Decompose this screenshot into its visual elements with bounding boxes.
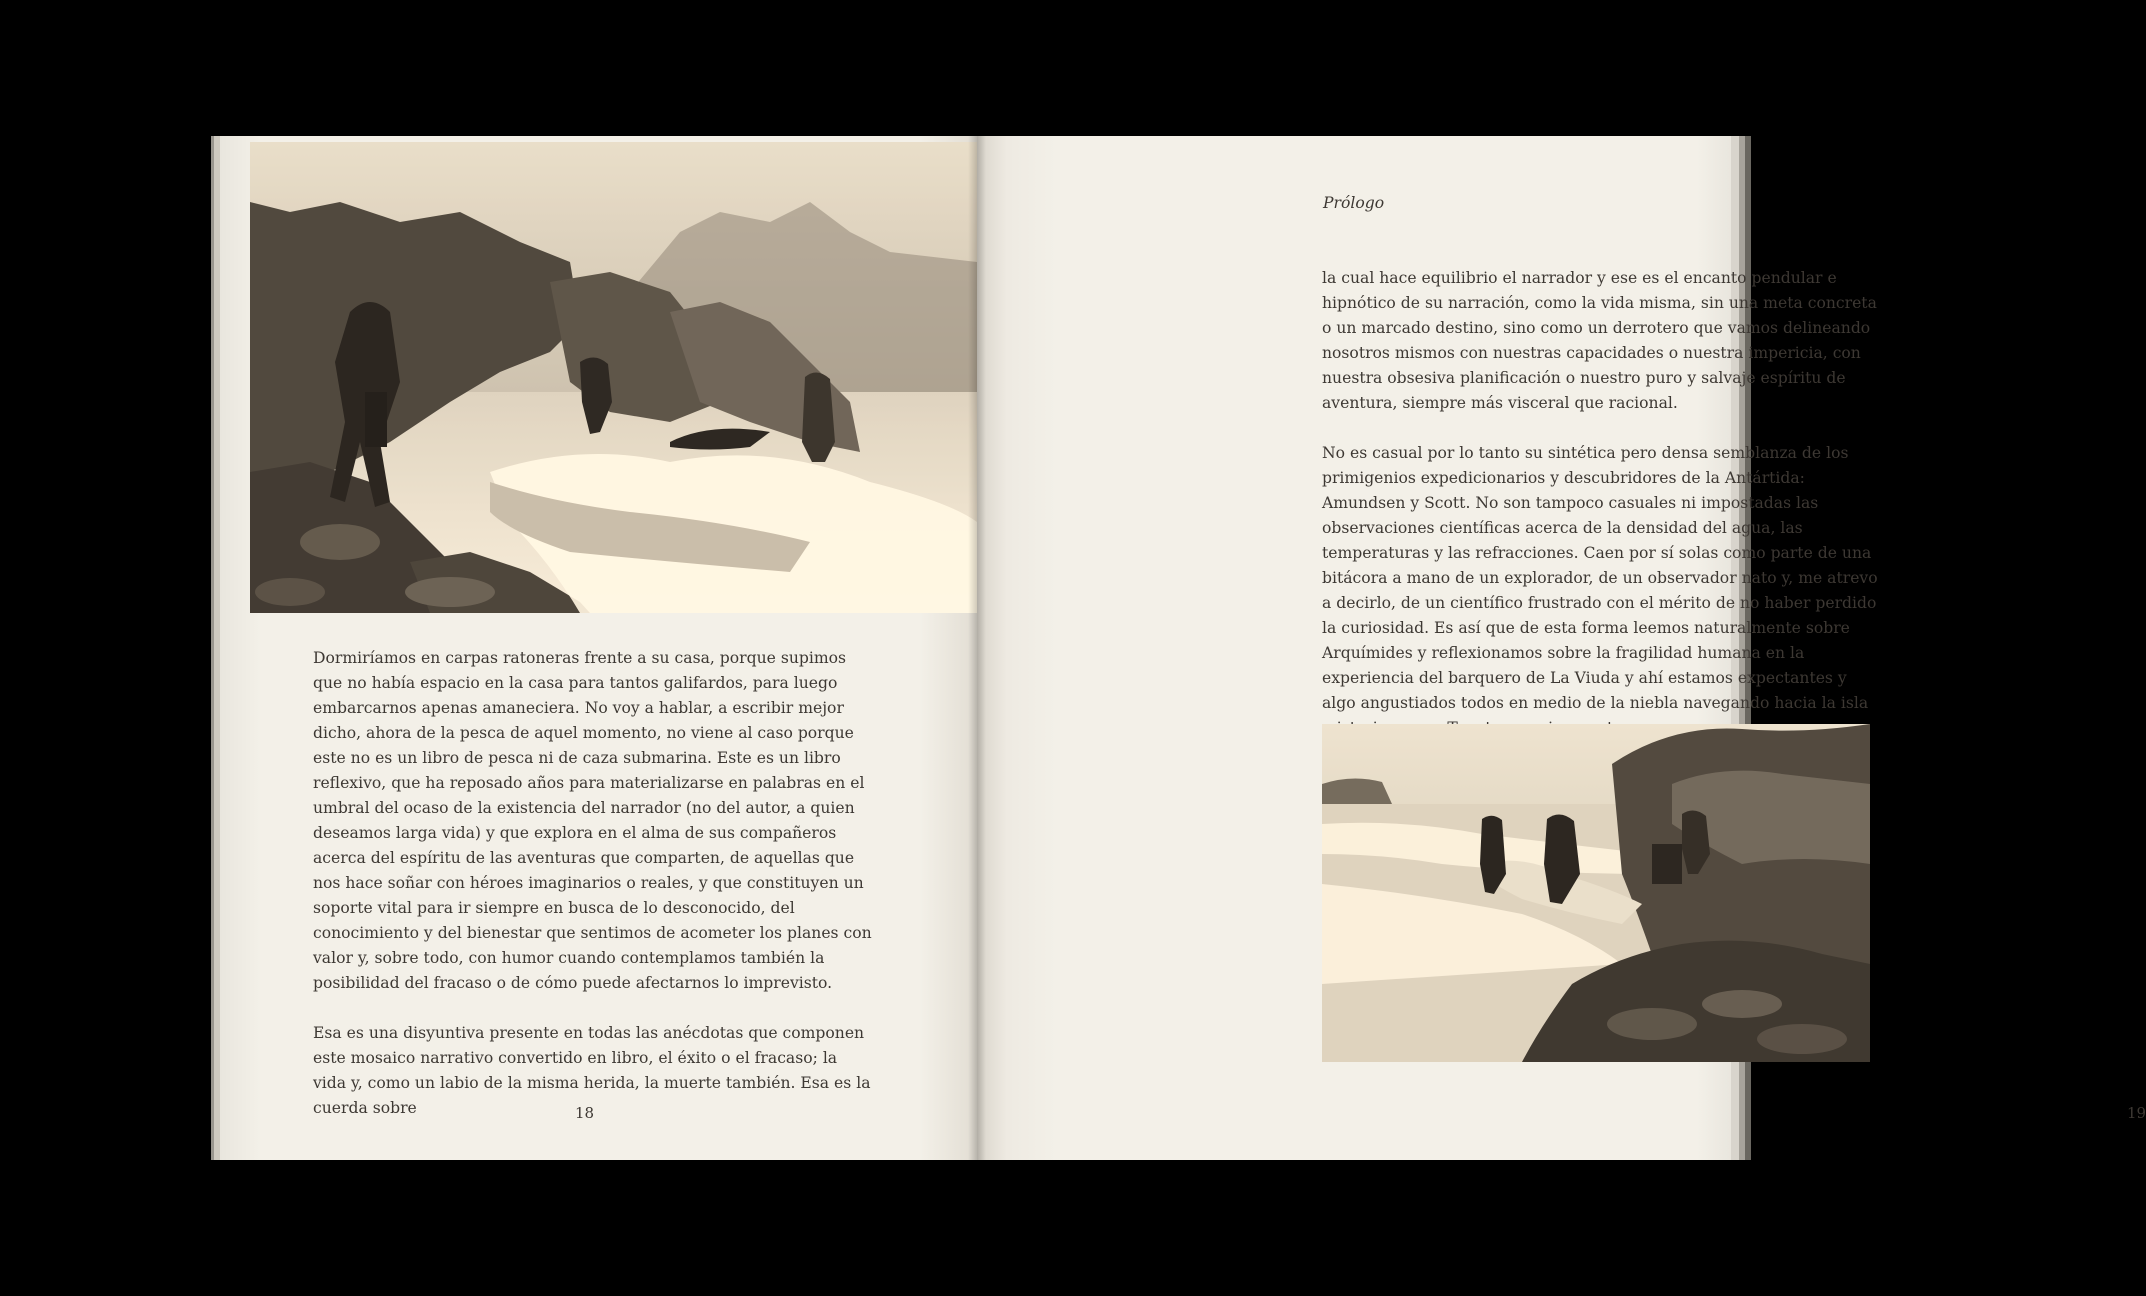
right-paragraph-2: No es casual por lo tanto su sintética pero densa semblanza de los primigenios expedicionarios y descubridores de la Antártida: Amundsen y Scott. No son tampoco casuales ni impostadas las observaciones científicas acerca de la densidad del agua, las temperaturas y las refracciones. Caen por sí solas como parte de una bitácora a mano de un explorador, de un observador nato y, me atrevo a decirlo, de un científico frustrado con el mérito de no haber perdido la curiosidad. Es así que de esta forma leemos naturalmente sobre Arquímides y reflexionamos sobre la fragilidad humana en la experiencia del barquero de La Viuda y ahí estamos expectantes y algo angustiados todos en medio de la niebla navegando hacia la isla [1322, 444, 1878, 712]
left-paragraph-1: Dormiríamos en carpas ratoneras frente a su casa, porque supimos que no había espacio en la casa para tantos galifardos, para luego embarcarnos apenas amaneciera. No voy a hablar, a escribir mejor dicho, ahora de la pesca de aquel momento, no viene al caso porque este no es un libro de pesca ni de caza submarina. Este es un libro reflexivo, que ha reposado años para materializarse en palabras en el umbral del ocaso de la existencia del narrador (no del autor, a quien deseamos larga vida) y que explora en el alma de sus compañeros acerca del espíritu de las aventuras que comparten, de aquellas que nos hace soñar con héroes imaginarios o reales, y que constituyen un soporte vital para ir siempre en busca de lo desconocido, del conocimiento y del bienestar que sentimos de acometer los planes con valor y, sobre todo, con humor cuando contemplamos también la posibilidad del fracaso o de cómo puede afectarnos lo imprevisto. [313, 649, 872, 992]
left-paragraph-2: Esa es una disyuntiva presente en todas las anécdotas que componen este mosaico narrativo convertido en libro, el éxito o el fracaso; la vida y, como un labio de la misma herida, la muerte también. Esa es la cuerda sobre [313, 1024, 871, 1117]
page-number-left: 18 [575, 1104, 595, 1122]
page-number-right: 19 [2127, 1104, 2146, 1122]
book-spread [220, 136, 2146, 1160]
left-body-text [313, 646, 873, 1146]
right-body-text [1322, 266, 1882, 766]
book-gutter [968, 136, 986, 1160]
right-page [977, 136, 2146, 1160]
right-paragraph-1: la cual hace equilibrio el narrador y ese es el encanto pendular e hipnótico de su narración, como la vida misma, sin una meta concreta o un marcado destino, sino como un derrotero que vamos delineando nosotros mismos con nuestras capacidades o nuestra impericia, con nuestra obsesiva planificación o nuestro puro y salvaje espíritu de aventura, siempre más visceral que racional. [1322, 269, 1877, 412]
right-photo-divers-in-surf [1322, 724, 1870, 1062]
running-head: Prólogo [1323, 194, 1385, 212]
left-photo-divers-on-rocks [250, 142, 977, 613]
left-page [220, 136, 977, 1160]
